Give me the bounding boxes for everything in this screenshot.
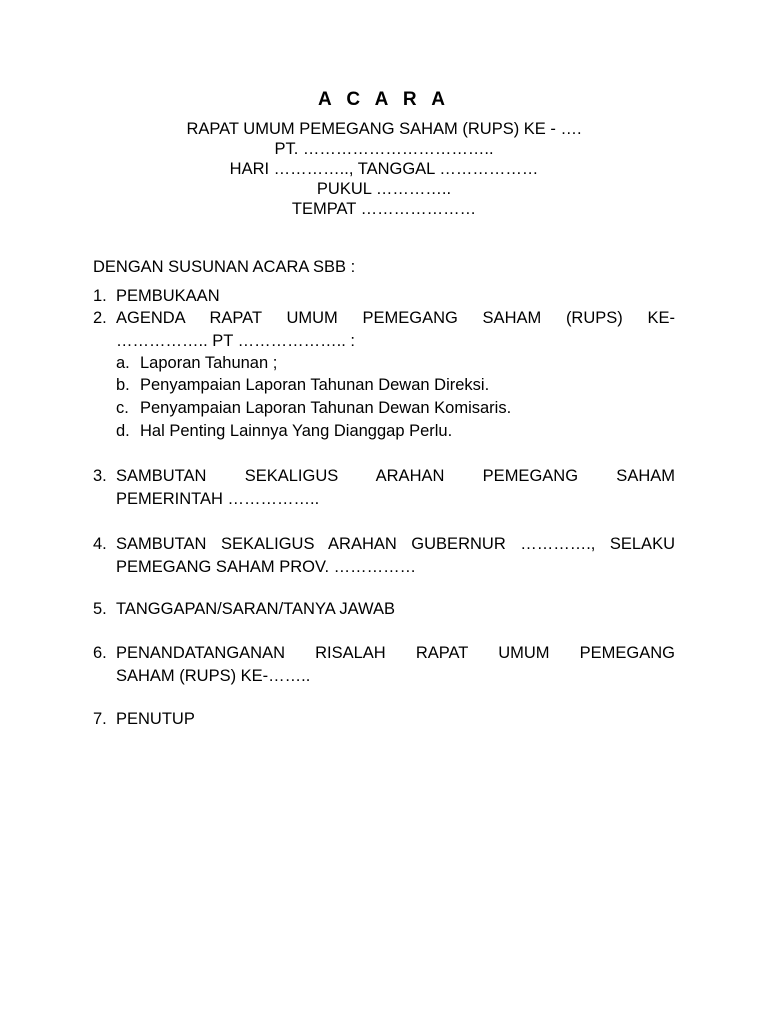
document-title: A C A R A (318, 89, 450, 110)
agenda-subitem-b (116, 374, 489, 397)
subitem-text: Penyampaian Laporan Tahunan Dewan Direksi. (140, 376, 490, 394)
subitem-letter: b. (116, 376, 130, 394)
agenda-item-number: 6. (93, 644, 107, 662)
agenda-subitem-c (116, 397, 511, 420)
agenda-item-6 (93, 642, 675, 687)
agenda-item-1 (93, 285, 675, 308)
agenda-item-4 (93, 533, 675, 578)
agenda-item-number: 1. (93, 287, 107, 305)
agenda-item-text: PEMBUKAAN (116, 287, 220, 305)
agenda-item-number: 2. (93, 309, 107, 327)
agenda-item-number: 3. (93, 467, 107, 485)
header-day-date: HARI ………….., TANGGAL ……………… (229, 160, 539, 178)
agenda-intro: DENGAN SUSUNAN ACARA SBB : (93, 258, 356, 276)
agenda-item-text-line2: PEMERINTAH …………….. (116, 489, 320, 508)
subitem-text: Hal Penting Lainnya Yang Dianggap Perlu. (140, 422, 453, 440)
agenda-item-text-line1: PENANDATANGANAN RISALAH RAPAT UMUM PEMEGANG (116, 644, 675, 662)
agenda-item-text-line2: SAHAM (RUPS) KE-…….. (116, 666, 311, 685)
agenda-item-7 (93, 708, 675, 731)
agenda-item-number: 7. (93, 710, 107, 728)
header-place: TEMPAT ………………… (291, 200, 477, 218)
agenda-item-2 (93, 307, 675, 352)
subitem-letter: d. (116, 422, 130, 440)
agenda-item-number: 5. (93, 600, 107, 618)
agenda-item-text: PENUTUP (116, 710, 195, 728)
agenda-item-5 (93, 598, 675, 621)
header-meeting-name: RAPAT UMUM PEMEGANG SAHAM (RUPS) KE - …. (186, 120, 582, 138)
agenda-item-text: TANGGAPAN/SARAN/TANYA JAWAB (116, 600, 396, 618)
agenda-subitem-d (116, 420, 452, 443)
subitem-letter: a. (116, 354, 130, 372)
agenda-item-text-line1: SAMBUTAN SEKALIGUS ARAHAN PEMEGANG SAHAM (116, 467, 675, 485)
header-time: PUKUL ………….. (316, 180, 452, 198)
subitem-text: Penyampaian Laporan Tahunan Dewan Komisaris. (140, 399, 512, 417)
subitem-letter: c. (116, 399, 129, 417)
agenda-subitem-a (116, 352, 277, 375)
agenda-item-text-line1: AGENDA RAPAT UMUM PEMEGANG SAHAM (RUPS) KE- (116, 309, 675, 327)
meeting-header (0, 119, 768, 219)
agenda-item-text-line1: SAMBUTAN SEKALIGUS ARAHAN GUBERNUR …………., SELAKU (116, 535, 675, 553)
header-company: PT. …………………………….. (274, 140, 494, 158)
subitem-text: Laporan Tahunan ; (140, 354, 278, 372)
agenda-item-3 (93, 465, 675, 510)
agenda-item-text-line2: PEMEGANG SAHAM PROV. …………… (116, 557, 417, 576)
agenda-item-text-line2: …………….. PT ……………….. : (116, 331, 355, 350)
agenda-item-number: 4. (93, 535, 107, 553)
